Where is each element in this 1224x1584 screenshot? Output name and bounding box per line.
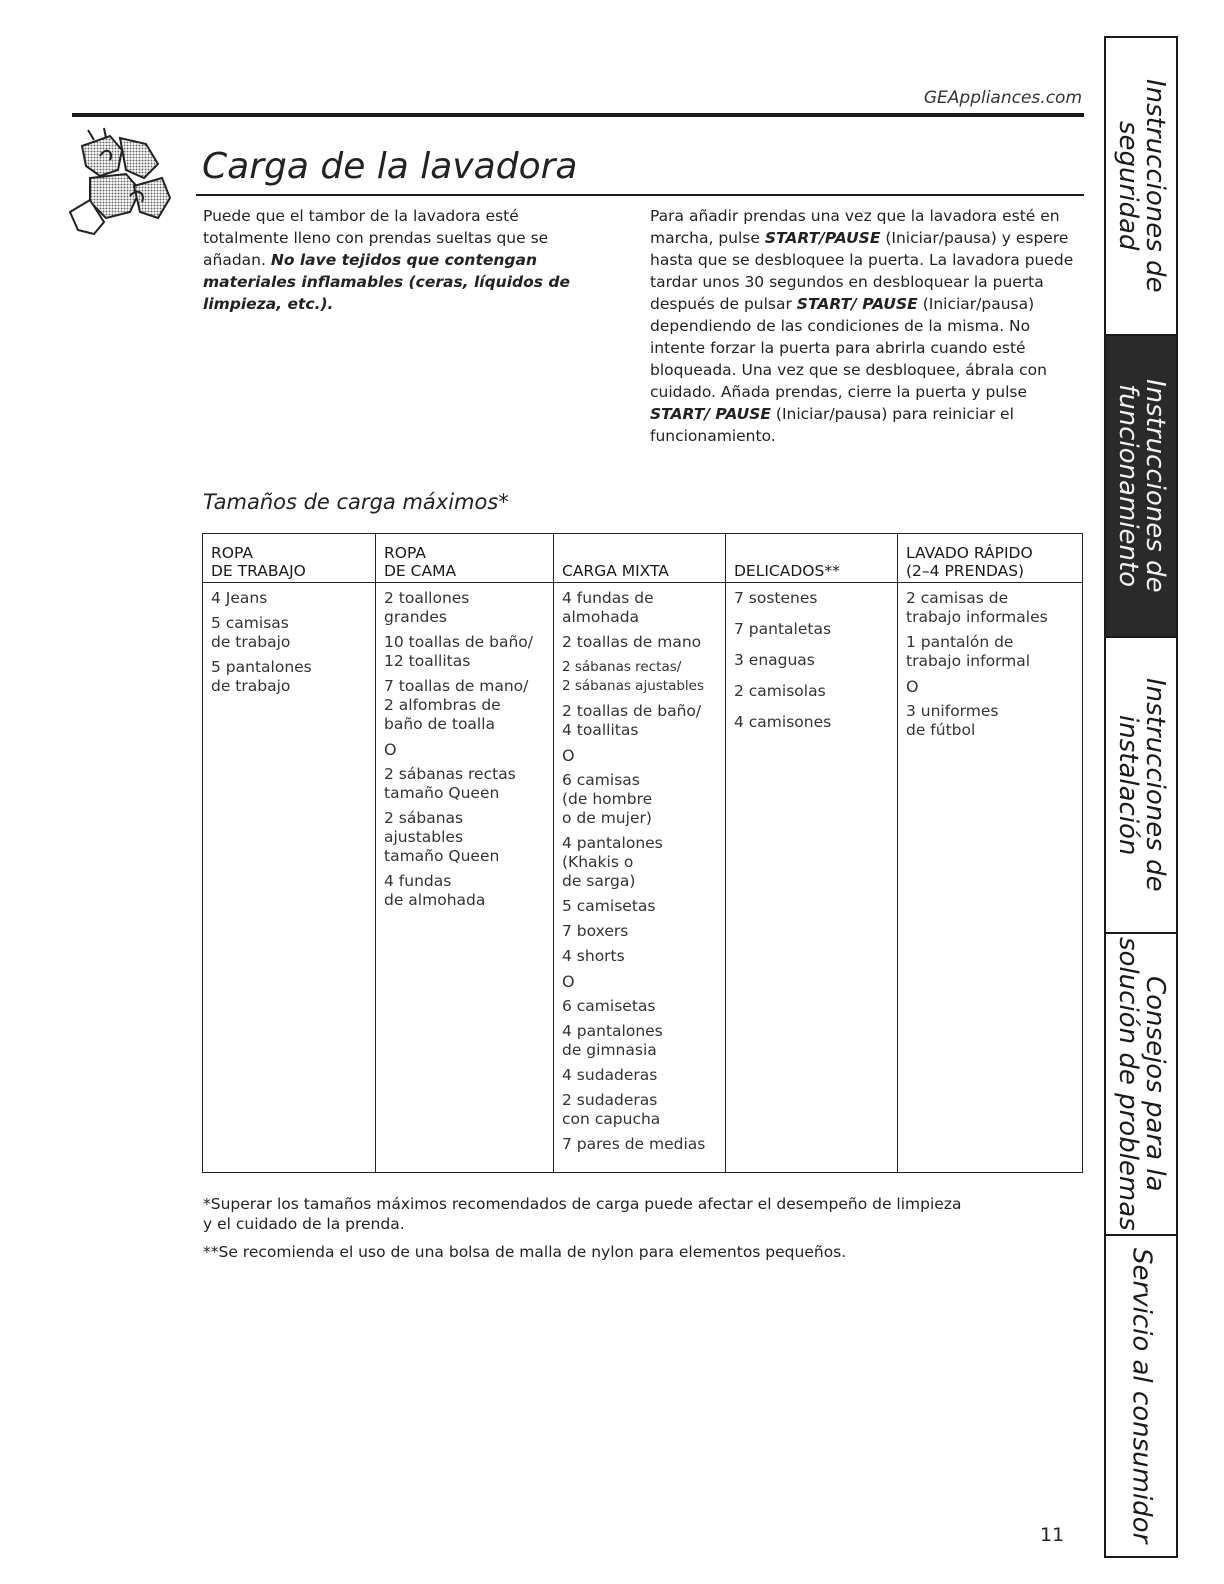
load-item: 2 toallas de baño/ 4 toallitas [562, 702, 702, 739]
load-item: 5 camisetas [562, 897, 656, 915]
load-item: 3 enaguas [734, 651, 815, 669]
load-column-cell [554, 583, 726, 1173]
tab-operating-instructions[interactable] [1106, 336, 1176, 638]
load-item: 2 sudaderas con capucha [562, 1091, 661, 1128]
flammable-warning: No lave tejidos que contengan materiales inflamables (ceras, líquidos de limpieza, etc.). [203, 251, 570, 313]
load-item: 3 uniformes de fútbol [906, 702, 999, 739]
load-column-cell [898, 583, 1083, 1173]
load-item: 7 pares de medias [562, 1135, 706, 1153]
laundry-clothes-icon [60, 126, 186, 244]
load-item: 1 pantalón de trabajo informal [906, 633, 1031, 670]
table-header-row [203, 534, 1083, 583]
load-item: 7 toallas de mano/ 2 alfombras de baño de toalla [384, 677, 529, 733]
load-item: 2 camisolas [734, 682, 826, 700]
load-item: 2 sábanas rectas/ 2 sábanas ajustables [562, 659, 705, 694]
load-item: 2 toallones grandes [384, 589, 470, 626]
tab-installation-instructions[interactable] [1106, 638, 1176, 934]
footnote-max-load: *Superar los tamaños máximos recomendados de carga puede afectar el desempeño de limpieza y el cuidado de la prenda. [203, 1195, 962, 1233]
or-separator: O [384, 740, 397, 759]
load-column-cell [726, 583, 898, 1173]
load-item: 6 camisas (de hombre o de mujer) [562, 771, 653, 827]
load-item: 6 camisetas [562, 997, 656, 1015]
tab-consumer-service[interactable] [1106, 1236, 1176, 1556]
footnote-mesh-bag: **Se recomienda el uso de una bolsa de malla de nylon para elementos pequeños. [203, 1243, 847, 1261]
load-item: 10 toallas de baño/ 12 toallitas [384, 633, 533, 670]
page-title: Carga de la lavadora [202, 146, 578, 187]
tab-label: Instrucciones de funcionamiento [1113, 379, 1170, 593]
tab-safety-instructions[interactable] [1106, 38, 1176, 336]
site-url[interactable]: GEAppliances.com [923, 88, 1082, 108]
load-item: 2 camisas de trabajo informales [906, 589, 1048, 626]
column-header: ROPA DE CAMA [376, 534, 554, 583]
tab-label: Instrucciones de instalación [1113, 678, 1170, 892]
tab-label: Servicio al consumidor [1126, 1248, 1157, 1544]
or-separator: O [562, 746, 575, 765]
load-item: 4 fundas de almohada [384, 872, 486, 909]
column-header: DELICADOS** [726, 534, 898, 583]
or-separator: O [906, 677, 919, 696]
load-item: 7 pantaletas [734, 620, 832, 638]
load-item: 4 pantalones de gimnasia [562, 1022, 663, 1059]
table-body-row [203, 583, 1083, 1173]
header-rule [72, 113, 1084, 117]
load-column-cell [376, 583, 554, 1173]
intro-right-paragraph [650, 205, 1090, 447]
tab-label: Consejos para la solución de problemas [1113, 937, 1170, 1231]
column-header: ROPA DE TRABAJO [203, 534, 376, 583]
load-item: 4 sudaderas [562, 1066, 658, 1084]
load-item: 4 Jeans [211, 589, 268, 607]
load-item: 5 camisas de trabajo [211, 614, 291, 651]
load-size-table [202, 533, 1083, 1173]
load-item: 2 sábanas rectas tamaño Queen [384, 765, 516, 802]
load-item: 2 toallas de mano [562, 633, 702, 651]
start-pause-key-3: START/ PAUSE [650, 405, 771, 423]
load-column-cell [203, 583, 376, 1173]
load-item: 2 sábanas ajustables tamaño Queen [384, 809, 500, 865]
intro-right-text-3: (Iniciar/pausa) dependiendo de las condiciones de la misma. No intente forzar la puerta para abrirla cuando esté bloqueada. Una vez que se desbloquee, ábrala con cuidado. Añada prendas, cierre la puerta y pulse [650, 295, 1047, 401]
load-item: 4 shorts [562, 947, 625, 965]
tab-label: Instrucciones de seguridad [1113, 79, 1170, 293]
load-item: 4 pantalones (Khakis o de sarga) [562, 834, 663, 890]
load-item: 7 boxers [562, 922, 629, 940]
load-item: 7 sostenes [734, 589, 818, 607]
or-separator: O [562, 972, 575, 991]
start-pause-key-1: START/PAUSE [764, 229, 881, 247]
page-number: 11 [1040, 1524, 1065, 1546]
load-item: 5 pantalones de trabajo [211, 658, 312, 695]
intro-right-text-2: (Iniciar/pausa) y espere hasta que se desbloquee la puerta. La lavadora puede tardar unos 30 segundos en desbloquear la puerta después de pulsar [650, 229, 1074, 313]
section-side-tabs [1104, 36, 1178, 1558]
tab-troubleshooting-tips[interactable] [1106, 934, 1176, 1236]
load-item: 4 fundas de almohada [562, 589, 654, 626]
intro-left-paragraph [203, 205, 583, 315]
intro-left-text: Puede que el tambor de la lavadora esté totalmente lleno con prendas sueltas que se añadan. [203, 207, 549, 269]
intro-right-text-4: (Iniciar/pausa) para reiniciar el funcionamiento. [650, 405, 1014, 445]
column-header: CARGA MIXTA [554, 534, 726, 583]
title-rule [196, 194, 1084, 196]
table-title: Tamaños de carga máximos* [203, 490, 509, 514]
start-pause-key-2: START/ PAUSE [796, 295, 918, 313]
load-item: 4 camisones [734, 713, 832, 731]
intro-right-text-1: Para añadir prendas una vez que la lavadora esté en marcha, pulse [650, 207, 1060, 247]
column-header: LAVADO RÁPIDO (2–4 PRENDAS) [898, 534, 1083, 583]
